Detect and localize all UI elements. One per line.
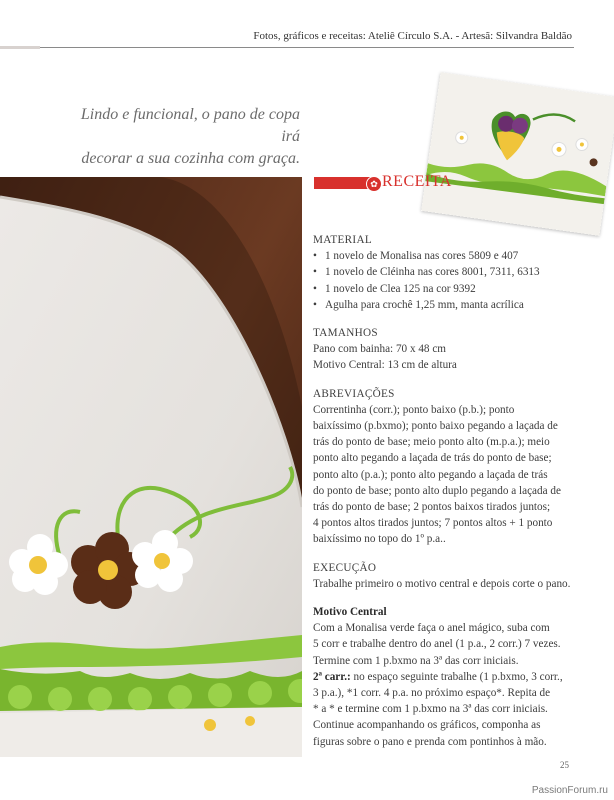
main-photo bbox=[0, 177, 302, 757]
text-line: Trabalhe primeiro o motivo central e depois corte o pano. bbox=[313, 577, 571, 590]
text-line: Correntinha (corr.); ponto baixo (p.b.); ponto bbox=[313, 403, 515, 416]
text-line: do ponto de base; ponto alto duplo pegando a laçada de bbox=[313, 484, 561, 497]
list-item: • Agulha para crochê 1,25 mm, manta acrílica bbox=[313, 297, 575, 313]
text-line: trás do ponto de base; 2 pontos baixos tirados juntos; bbox=[313, 501, 551, 514]
motif-heading: Motivo Central bbox=[313, 606, 387, 619]
text-line: Termine com 1 p.bxmo na 3ª das corr iniciais. bbox=[313, 654, 519, 667]
list-item: • 1 novelo de Monalisa nas cores 5809 e 407 bbox=[313, 248, 575, 264]
text-line: 4 pontos altos tirados juntos; 7 pontos altos + 1 ponto bbox=[313, 517, 553, 530]
photo-credits: Fotos, gráficos e receitas: Ateliê Círculo S.A. - Artesã: Silvandra Baldão bbox=[253, 30, 572, 42]
text-line: Motivo Central: 13 cm de altura bbox=[313, 359, 457, 372]
text-line bbox=[313, 669, 575, 685]
text-line: baixíssimo (p.bxmo); ponto baixo pegando a laçada de bbox=[313, 420, 558, 433]
lede-line: decorar a sua cozinha com graça. bbox=[81, 150, 300, 167]
lede-line: Lindo e funcional, o pano de copa irá bbox=[80, 106, 300, 145]
page-number: 25 bbox=[560, 760, 569, 770]
text-line: baixíssimo no topo do 1º p.a.. bbox=[313, 533, 446, 546]
execution-heading: EXECUÇÃO bbox=[313, 561, 377, 574]
text-line: Com a Monalisa verde faça o anel mágico, suba com bbox=[313, 622, 550, 635]
round-label: 2ª carr.: bbox=[313, 670, 351, 683]
recipe-logo-icon: ✿ bbox=[366, 176, 382, 192]
material-list bbox=[313, 248, 575, 313]
text-line: ponto alto pegando a laçada de trás do ponto de base; bbox=[313, 452, 552, 465]
text-line: 3 p.a.), *1 corr. 4 p.a. no próximo espaço*. Repita de bbox=[313, 687, 551, 700]
material-heading: MATERIAL bbox=[313, 234, 372, 246]
text-line: trás do ponto de base; meio ponto alto (m.p.a.); meio bbox=[313, 436, 550, 449]
sizes-heading: TAMANHOS bbox=[313, 327, 378, 340]
text-line: * a * e termine com 1 p.bxmo na 3ª das corr iniciais. bbox=[313, 703, 548, 716]
header-accent bbox=[0, 46, 40, 49]
text-line: 5 corr e trabalhe dentro do anel (1 p.a., 2 corr.) 7 vezes. bbox=[313, 638, 561, 651]
list-item: • 1 novelo de Cléinha nas cores 8001, 7311, 6313 bbox=[313, 264, 575, 280]
text-line: ponto alto (p.a.); ponto alto pegando a laçada de trás bbox=[313, 468, 548, 481]
list-item: • 1 novelo de Clea 125 na cor 9392 bbox=[313, 281, 575, 297]
round-text: no espaço seguinte trabalhe (1 p.bxmo, 3 corr., bbox=[350, 670, 563, 683]
text-line: Pano com bainha: 70 x 48 cm bbox=[313, 343, 446, 356]
inset-photo bbox=[421, 72, 614, 236]
text-line: Continue acompanhando os gráficos, componha as bbox=[313, 719, 541, 732]
site-watermark: PassionForum.ru bbox=[531, 785, 608, 796]
text-line: figuras sobre o pano e prenda com pontinhos à mão. bbox=[313, 735, 547, 748]
abbreviations-heading: ABREVIAÇÕES bbox=[313, 387, 395, 400]
recipe-section-title: RECEITA bbox=[382, 173, 452, 190]
header-rule bbox=[0, 47, 574, 48]
lede-text bbox=[60, 104, 300, 170]
recipe-content bbox=[313, 232, 575, 750]
